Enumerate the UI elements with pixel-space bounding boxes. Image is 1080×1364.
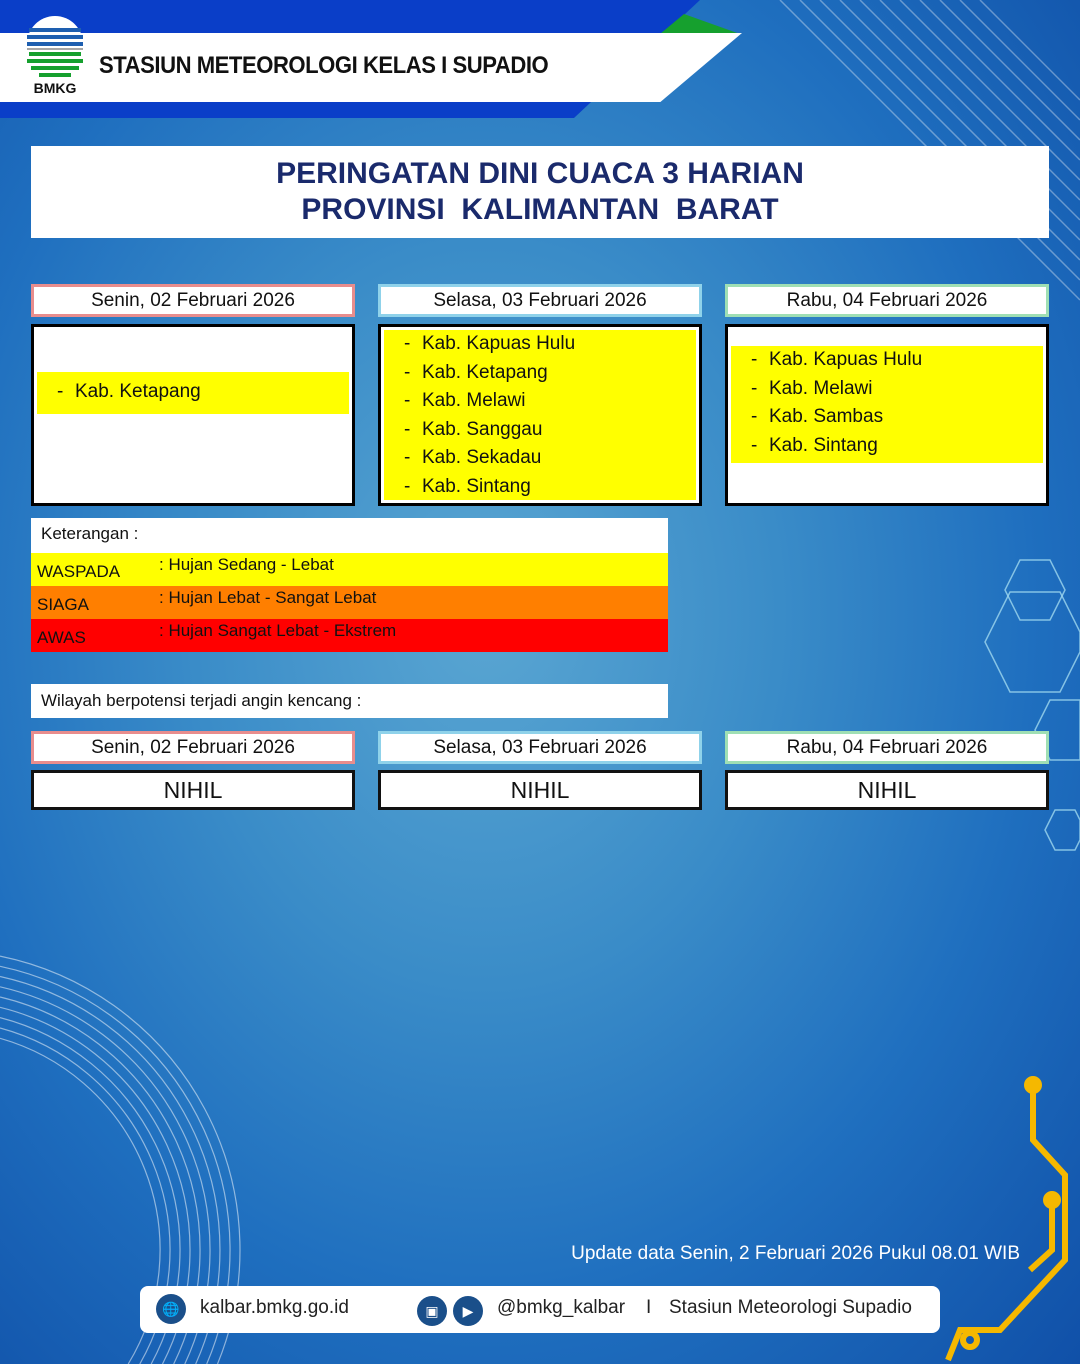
day2-warning-box <box>378 324 702 506</box>
page-title <box>31 146 1049 238</box>
area-item: - Kab. Kapuas Hulu <box>384 330 696 359</box>
update-timestamp: Update data Senin, 2 Februari 2026 Pukul 08.01 WIB <box>571 1243 1020 1264</box>
area-item: - Kab. Sambas <box>731 403 1043 432</box>
waspada-band <box>384 330 696 500</box>
bmkg-logo <box>23 16 87 96</box>
wind-day2-value: NIHIL <box>378 770 702 810</box>
legend-heading: Keterangan : <box>31 518 668 553</box>
day2-date: Selasa, 03 Februari 2026 <box>378 284 702 317</box>
area-item: - Kab. Sanggau <box>384 416 696 445</box>
day3-warning-box <box>725 324 1049 506</box>
legend-desc: : Hujan Sedang - Lebat <box>159 555 334 574</box>
youtube-icon[interactable]: ▶ <box>453 1296 483 1326</box>
legend-desc: : Hujan Sangat Lebat - Ekstrem <box>159 621 397 640</box>
globe-icon: 🌐 <box>156 1294 186 1324</box>
social-handle[interactable]: @bmkg_kalbar <box>497 1297 626 1318</box>
wind-day3-date: Rabu, 04 Februari 2026 <box>725 731 1049 764</box>
circuit-decoration <box>948 1079 1065 1360</box>
wind-heading: Wilayah berpotensi terjadi angin kencang : <box>31 684 668 718</box>
footer-bar <box>140 1286 940 1333</box>
station-name: STASIUN METEOROLOGI KELAS I SUPADIO <box>99 52 549 79</box>
waspada-band <box>731 346 1043 463</box>
area-item: - Kab. Sintang <box>731 432 1043 461</box>
area-item: - Kab. Sekadau <box>384 444 696 473</box>
area-item: - Kab. Ketapang <box>37 378 349 407</box>
wind-day1-date: Senin, 02 Februari 2026 <box>31 731 355 764</box>
station-footer-name: Stasiun Meteorologi Supadio <box>669 1297 912 1318</box>
title-line-1: PERINGATAN DINI CUACA 3 HARIAN <box>276 157 804 190</box>
legend-label: AWAS <box>37 628 86 647</box>
legend-label: WASPADA <box>37 562 121 581</box>
legend-awas <box>31 619 668 652</box>
arc-line <box>0 1038 160 1364</box>
area-item: - Kab. Ketapang <box>384 359 696 388</box>
title-line-2: PROVINSI KALIMANTAN BARAT <box>301 193 779 226</box>
instagram-icon[interactable]: ▣ <box>417 1296 447 1326</box>
wind-day2-date: Selasa, 03 Februari 2026 <box>378 731 702 764</box>
wind-day1-value: NIHIL <box>31 770 355 810</box>
legend-desc: : Hujan Lebat - Sangat Lebat <box>159 588 377 607</box>
legend <box>31 518 668 652</box>
legend-siaga <box>31 586 668 619</box>
area-item: - Kab. Melawi <box>731 375 1043 404</box>
website-link[interactable]: kalbar.bmkg.go.id <box>200 1297 349 1318</box>
day1-warning-box <box>31 324 355 506</box>
separator: I <box>646 1297 652 1318</box>
legend-waspada <box>31 553 668 586</box>
legend-label: SIAGA <box>37 595 89 614</box>
svg-text:BMKG: BMKG <box>33 80 77 96</box>
day3-date: Rabu, 04 Februari 2026 <box>725 284 1049 317</box>
area-item: - Kab. Kapuas Hulu <box>731 346 1043 375</box>
area-item: - Kab. Sintang <box>384 473 696 502</box>
wind-day3-value: NIHIL <box>725 770 1049 810</box>
day1-date: Senin, 02 Februari 2026 <box>31 284 355 317</box>
waspada-band <box>37 372 349 414</box>
area-item: - Kab. Melawi <box>384 387 696 416</box>
